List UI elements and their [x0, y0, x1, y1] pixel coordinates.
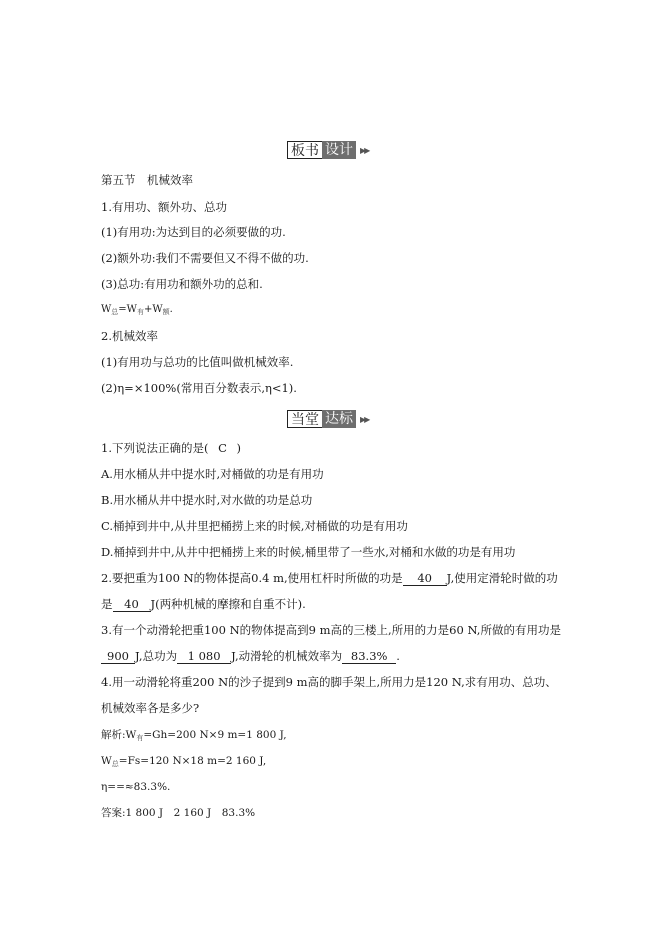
question-4-line-2: 机械效率各是多少?	[101, 701, 200, 715]
banner-dark-text: 达标	[322, 410, 356, 428]
question-1-stem: 1.下列说法正确的是( C )	[101, 441, 241, 455]
item2-heading: 2.机械效率	[101, 329, 158, 343]
section-title: 第五节 机械效率	[101, 173, 193, 187]
item1-total-work: (3)总功:有用功和额外功的总和.	[101, 277, 263, 291]
banner-light-text: 当堂	[287, 410, 322, 428]
question-4-solution-3: η==≈83.3%.	[101, 781, 171, 793]
question-2-line-1: 2.要把重为100 N的物体提高0.4 m,使用杠杆时所做的功是 40 J,使用定滑轮时做的功	[101, 571, 558, 585]
question-2-line-2: 是 40 J(两种机械的摩擦和自重不计).	[101, 597, 306, 611]
class-practice-banner	[287, 410, 368, 428]
question-3-blank-2: 1 080	[177, 649, 231, 664]
banner-light-text: 板书	[287, 141, 322, 159]
work-formula: $W_总=W_有+W_额$.	[101, 304, 173, 316]
double-arrow-icon: ▶▶	[360, 414, 369, 424]
double-arrow-icon: ▶▶	[360, 145, 369, 155]
question-1-option-a: A.用水桶从井中提水时,对桶做的功是有用功	[101, 467, 324, 481]
question-4-solution-1: 解析$:W_有=Gh=200$ N×9 m=1 800 J,	[101, 729, 287, 742]
item1-heading: 1.有用功、额外功、总功	[101, 200, 227, 214]
question-2-blank-1: 40	[403, 571, 447, 586]
question-2-blank-2: 40	[113, 597, 151, 612]
item2-formula: (2)η=×100%(常用百分数表示,η<1).	[101, 381, 297, 395]
question-4-line-1: 4.用一动滑轮将重200 N的沙子提到9 m高的脚手架上,所用力是120 N,求有用功、总功、	[101, 675, 557, 689]
question-3-line-1: 3.有一个动滑轮把重100 N的物体提高到9 m高的三楼上,所用的力是60 N,所做的有用功是	[101, 623, 561, 637]
question-1-option-d: D.桶掉到井中,从井中把桶捞上来的时候,桶里带了一些水,对桶和水做的功是有用功	[101, 545, 516, 559]
question-3-line-2: 900 J,总功为 1 080 J,动滑轮的机械效率为 83.3% .	[101, 648, 400, 664]
question-1-answer: C	[218, 441, 227, 455]
question-1-option-c: C.桶掉到井中,从井里把桶捞上来的时候,对桶做的功是有用功	[101, 519, 408, 533]
banner-dark-text: 设计	[322, 141, 356, 159]
question-3-blank-1: 900	[101, 649, 135, 664]
question-1-option-b: B.用水桶从井中提水时,对水做的功是总功	[101, 493, 313, 507]
question-4-solution-2: $W_总=Fs=120$ N×18 m=2 160 J,	[101, 755, 267, 768]
question-3-blank-3: 83.3%	[342, 649, 396, 664]
board-design-banner	[287, 141, 368, 159]
item2-definition: (1)有用功与总功的比值叫做机械效率.	[101, 355, 294, 369]
item1-extra-work: (2)额外功:我们不需要但又不得不做的功.	[101, 251, 309, 265]
item1-useful-work: (1)有用功:为达到目的必须要做的功.	[101, 225, 286, 239]
question-4-answer: 答案:1 800 J 2 160 J 83.3%	[101, 807, 256, 819]
